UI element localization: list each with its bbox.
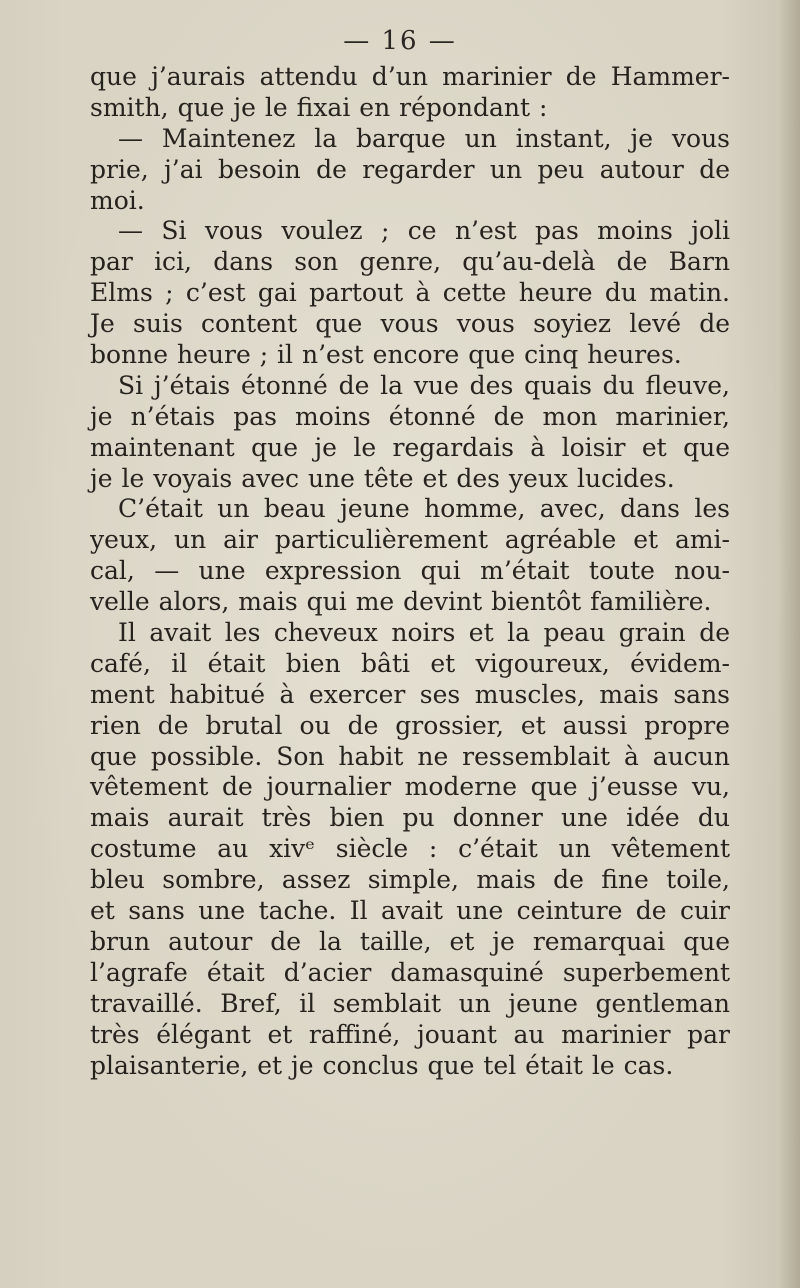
text-line: moi. [90, 185, 145, 215]
text-line: brun autour de la taille, et je remarquai que [90, 926, 730, 956]
body-text [90, 62, 730, 1081]
text-line: travaillé. Bref, il semblait un jeune gentleman [90, 988, 730, 1018]
text-line: cal, — une expression qui m’était toute nou- [90, 556, 730, 586]
text-line: bleu sombre, assez simple, mais de fine toile, [90, 865, 730, 895]
text-line: costume au xivᵉ siècle : c’était un vêtement [90, 834, 730, 864]
text-line: café, il était bien bâti et vigoureux, évidem- [90, 648, 730, 678]
text-line: ment habitué à exercer ses muscles, mais sans [90, 679, 730, 709]
text-line: l’agrafe était d’acier damasquiné superbement [90, 957, 730, 987]
text-line: rien de brutal ou de grossier, et aussi propre [90, 710, 730, 740]
text-line: plaisanterie, et je conclus que tel était le cas. [90, 1050, 674, 1080]
text-line: yeux, un air particulièrement agréable et ami- [90, 525, 730, 555]
text-line: vêtement de journalier moderne que j’eusse vu, [90, 772, 730, 802]
text-line: C’était un beau jeune homme, avec, dans les [118, 494, 730, 524]
text-line: que j’aurais attendu d’un marinier de Hammer- [90, 62, 730, 91]
text-line: mais aurait très bien pu donner une idée du [90, 803, 730, 833]
text-line: Elms ; c’est gai partout à cette heure du matin. [90, 278, 730, 308]
text-line: que possible. Son habit ne ressemblait à aucun [90, 741, 730, 771]
text-line: Si j’étais étonné de la vue des quais du fleuve, [118, 370, 730, 400]
text-line: par ici, dans son genre, qu’au-delà de Barn [90, 247, 730, 277]
text-line: smith, que je le fixai en répondant : [90, 92, 548, 122]
text-line: velle alors, mais qui me devint bientôt familière. [90, 587, 712, 617]
page-edge-shadow [778, 0, 800, 1288]
text-line: Je suis content que vous vous soyiez levé de [90, 309, 730, 339]
text-line: je n’étais pas moins étonné de mon marinier, [90, 401, 730, 431]
text-line: très élégant et raffiné, jouant au marinier par [90, 1019, 730, 1049]
text-line: Il avait les cheveux noirs et la peau grain de [118, 618, 730, 648]
page-number: — 16 — [343, 26, 457, 56]
text-line: prie, j’ai besoin de regarder un peu autour de [90, 154, 730, 184]
text-line: — Maintenez la barque un instant, je vous [118, 123, 730, 153]
text-line: et sans une tache. Il avait une ceinture de cuir [90, 896, 730, 926]
text-line: bonne heure ; il n’est encore que cinq heures. [90, 340, 682, 370]
text-line: — Si vous voulez ; ce n’est pas moins joli [118, 216, 730, 246]
text-line: je le voyais avec une tête et des yeux lucides. [90, 463, 675, 493]
text-line: maintenant que je le regardais à loisir et que [90, 432, 730, 462]
